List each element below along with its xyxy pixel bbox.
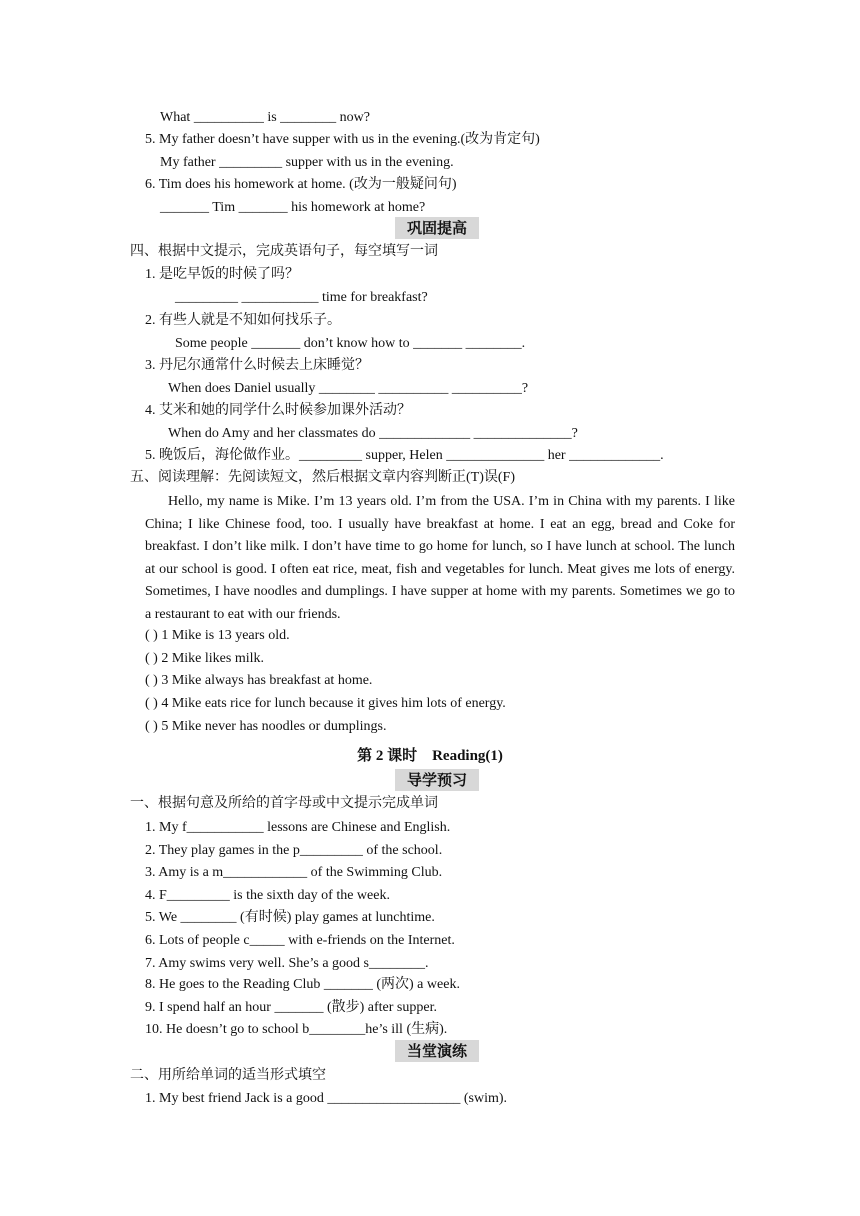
lesson-title: 第 2 课时 Reading(1) [357, 748, 503, 764]
question-line: ( ) 2 Mike likes milk. [145, 651, 264, 666]
exercise-line: 7. Amy swims very well. She’s a good s________. [145, 956, 429, 971]
question-line: ( ) 3 Mike always has breakfast at home. [145, 673, 373, 688]
section-title: 二、用所给单词的适当形式填空 [130, 1068, 326, 1083]
section-heading-preview: 导学预习 [395, 769, 479, 791]
exercise-line: 1. My f___________ lessons are Chinese and English. [145, 820, 451, 835]
exercise-line: What __________ is ________ now? [160, 110, 370, 125]
exercise-line: 6. Lots of people c_____ with e-friends on the Internet. [145, 933, 455, 948]
exercise-line: 5. 晚饭后，海伦做作业。_________ supper, Helen ______________ her _____________. [145, 448, 664, 463]
section-heading-practice: 当堂演练 [395, 1040, 479, 1062]
exercise-line: 6. Tim does his homework at home. (改为一般疑问句) [145, 177, 457, 192]
section-heading-consolidate: 巩固提高 [395, 217, 479, 239]
exercise-line: 3. 丹尼尔通常什么时候去上床睡觉？ [145, 358, 369, 373]
exercise-line: 4. 艾米和她的同学什么时候参加课外活动？ [145, 403, 411, 418]
exercise-line: _________ ___________ time for breakfast? [175, 290, 428, 305]
exercise-line: When do Amy and her classmates do _____________ ______________? [168, 426, 578, 441]
exercise-line: 3. Amy is a m____________ of the Swimming Club. [145, 865, 443, 880]
exercise-line: 10. He doesn’t go to school b________he’s ill (生病). [145, 1022, 448, 1037]
exercise-line: 8. He goes to the Reading Club _______ (两次) a week. [145, 977, 460, 992]
exercise-line: When does Daniel usually ________ __________ __________? [168, 381, 529, 396]
reading-passage: Hello, my name is Mike. I’m 13 years old. I’m from the USA. I’m in China with my parents. I like China; I like Chinese food, too. I usually have breakfast at home. I eat an egg, bread and Coke for breakfast. I don’t like milk. I don’t have time to go home for lunch, so I have lunch at school. The lunch at our school is good. I often eat rice, meat, fish and vegetables for lunch. Meat gives me lots of energy. Sometimes, I have noodles and dumplings. I have supper at home with my parents. Sometimes we go to a restaurant to eat with our friends. [145, 494, 735, 622]
exercise-line: 2. 有些人就是不知如何找乐子。 [145, 313, 341, 328]
exercise-line: 5. We ________ (有时候) play games at lunchtime. [145, 910, 435, 925]
question-line: ( ) 1 Mike is 13 years old. [145, 628, 290, 643]
question-line: ( ) 5 Mike never has noodles or dumplings. [145, 719, 387, 734]
exercise-line: 1. 是吃早饭的时候了吗？ [145, 267, 299, 282]
exercise-line: 1. My best friend Jack is a good ___________________ (swim). [145, 1091, 508, 1106]
question-line: ( ) 4 Mike eats rice for lunch because it gives him lots of energy. [145, 696, 506, 711]
section-title: 一、根据句意及所给的首字母或中文提示完成单词 [130, 796, 438, 811]
section-title: 五、阅读理解：先阅读短文，然后根据文章内容判断正(T)误(F) [130, 470, 515, 485]
exercise-line: 9. I spend half an hour _______ (散步) after supper. [145, 1000, 437, 1015]
exercise-line: 5. My father doesn’t have supper with us in the evening.(改为肯定句) [145, 132, 540, 147]
exercise-line: _______ Tim _______ his homework at home? [160, 200, 426, 215]
section-title: 四、根据中文提示，完成英语句子，每空填写一词 [130, 244, 438, 259]
exercise-line: 4. F_________ is the sixth day of the week. [145, 888, 390, 903]
exercise-line: 2. They play games in the p_________ of the school. [145, 843, 443, 858]
exercise-line: My father _________ supper with us in the evening. [160, 155, 454, 170]
exercise-line: Some people _______ don’t know how to _______ ________. [175, 336, 526, 351]
